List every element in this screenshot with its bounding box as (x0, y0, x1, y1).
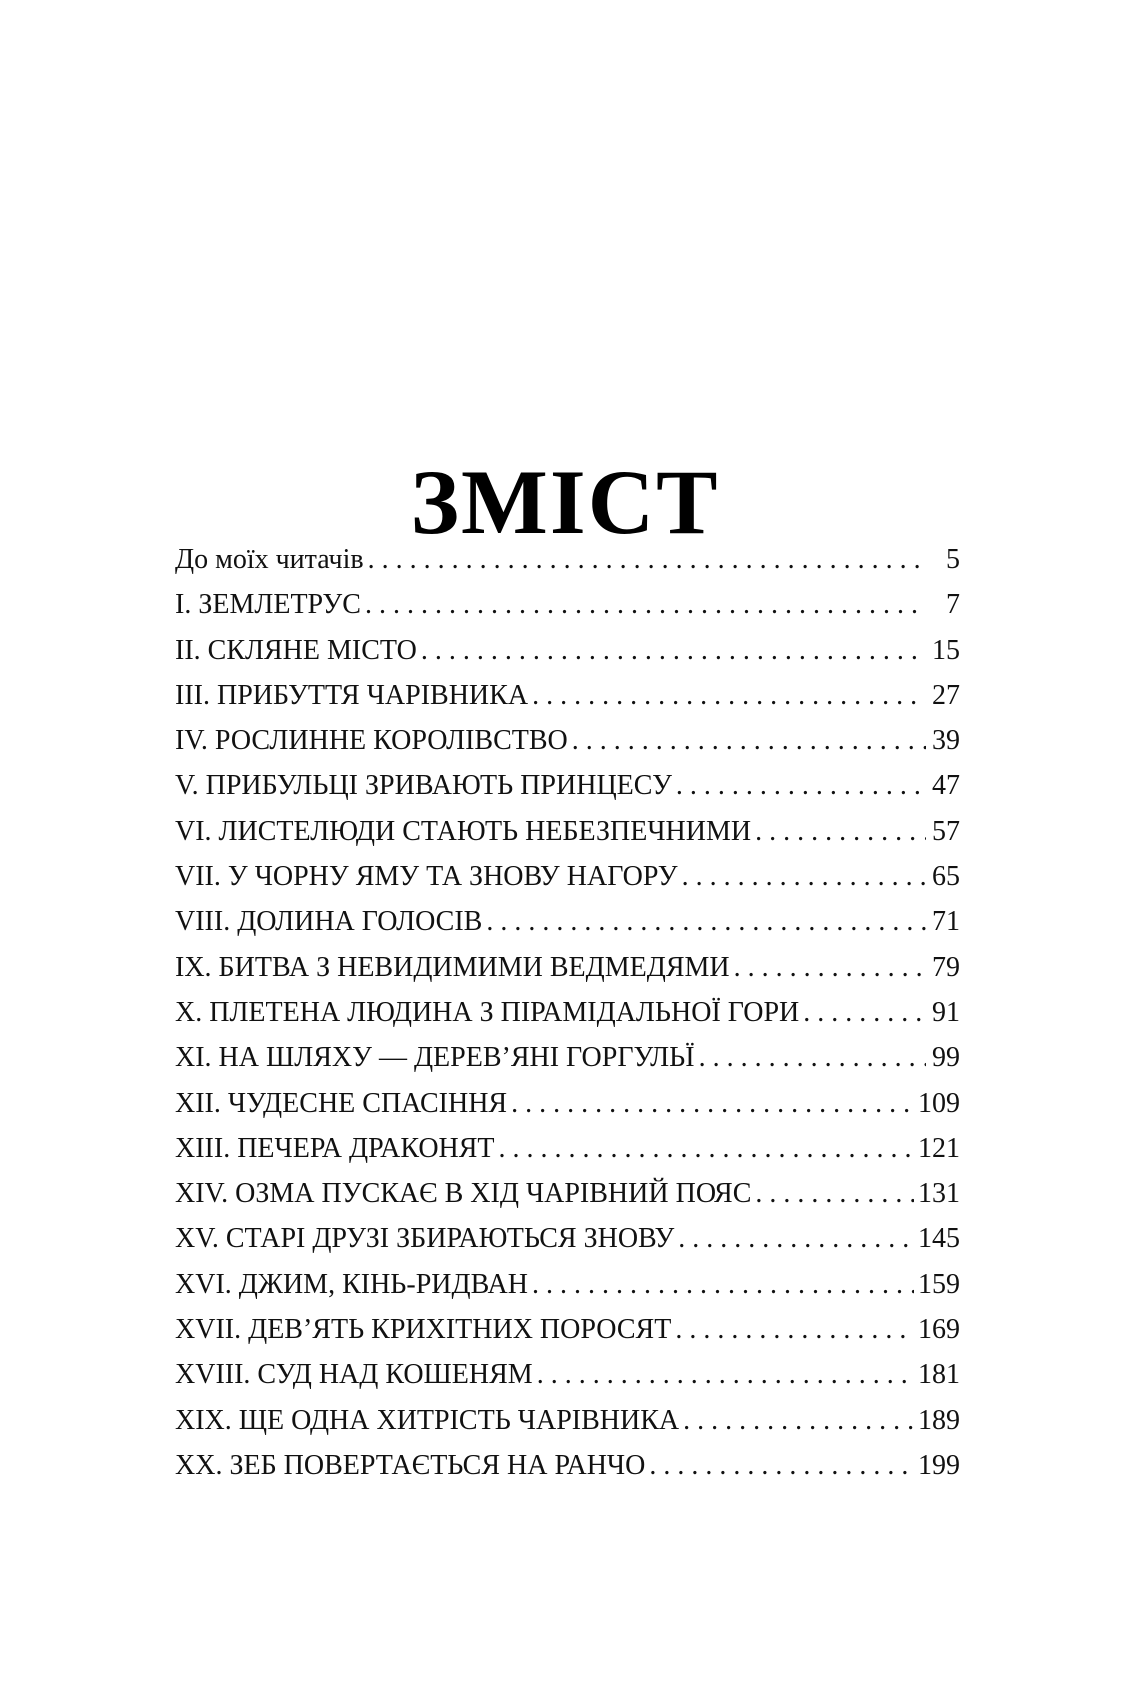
dot-leader (537, 1352, 914, 1397)
toc-entry-title: XVII. ДЕВ’ЯТЬ КРИХІТНИХ ПОРОСЯТ (175, 1314, 672, 1346)
toc-entry-title: X. ПЛЕТЕНА ЛЮДИНА З ПІРАМІДАЛЬНОЇ ГОРИ (175, 996, 800, 1028)
toc-entry-title: XIII. ПЕЧЕРА ДРАКОНЯТ (175, 1132, 495, 1164)
toc-entry (175, 854, 960, 899)
toc-entry-title: До моїх читачів (175, 544, 364, 575)
dot-leader (675, 1307, 914, 1352)
toc-entry-page: 121 (918, 1132, 960, 1164)
toc-entry (175, 990, 960, 1035)
toc-entry (175, 899, 960, 944)
dot-leader (499, 1126, 914, 1171)
toc-entry (175, 1262, 960, 1307)
toc-entry-page: 5 (946, 544, 960, 575)
toc-entry (175, 718, 960, 763)
toc-entry-page: 7 (946, 589, 960, 621)
toc-entry-page: 189 (918, 1404, 960, 1436)
toc-entry-title: XV. СТАРІ ДРУЗІ ЗБИРАЮТЬСЯ ЗНОВУ (175, 1223, 675, 1255)
table-of-contents (175, 537, 960, 1488)
toc-entry-title: XII. ЧУДЕСНЕ СПАСІННЯ (175, 1087, 508, 1119)
toc-entry (175, 1035, 960, 1080)
toc-entry-page: 15 (932, 634, 960, 666)
toc-entry-page: 159 (918, 1268, 960, 1300)
dot-leader (365, 582, 926, 627)
dot-leader (572, 718, 926, 763)
toc-entry (175, 537, 960, 582)
toc-entry-page: 145 (918, 1223, 960, 1255)
toc-entry-title: XIV. ОЗМА ПУСКАЄ В ХІД ЧАРІВНИЙ ПОЯС (175, 1178, 752, 1210)
toc-entry-page: 71 (932, 906, 960, 938)
toc-entry-title: VI. ЛИСТЕЛЮДИ СТАЮТЬ НЕБЕЗПЕЧНИМИ (175, 815, 752, 847)
dot-leader (683, 1398, 914, 1443)
toc-entry (175, 673, 960, 718)
toc-entry-title: VIII. ДОЛИНА ГОЛОСІВ (175, 906, 483, 938)
toc-entry-page: 79 (932, 951, 960, 983)
toc-entry-title: VII. У ЧОРНУ ЯМУ ТА ЗНОВУ НАГОРУ (175, 861, 678, 893)
dot-leader (699, 1035, 926, 1080)
toc-entry-page: 27 (932, 679, 960, 711)
dot-leader (532, 1262, 914, 1307)
dot-leader (755, 809, 926, 854)
toc-entry-page: 131 (918, 1178, 960, 1210)
toc-entry-title: I. ЗЕМЛЕТРУС (175, 589, 361, 621)
toc-entry (175, 1443, 960, 1488)
toc-entry-page: 109 (918, 1087, 960, 1119)
toc-entry (175, 1171, 960, 1216)
toc-entry (175, 1081, 960, 1126)
dot-leader (682, 854, 926, 899)
toc-entry (175, 809, 960, 854)
toc-entry (175, 628, 960, 673)
toc-entry-page: 169 (918, 1314, 960, 1346)
toc-entry-title: IX. БИТВА З НЕВИДИМИМИ ВЕДМЕДЯМИ (175, 951, 730, 983)
toc-entry-title: II. СКЛЯНЕ МІСТО (175, 634, 417, 666)
dot-leader (755, 1171, 914, 1216)
dot-leader (511, 1081, 914, 1126)
toc-entry-title: III. ПРИБУТТЯ ЧАРІВНИКА (175, 679, 529, 711)
page-title: ЗМІСТ (410, 450, 720, 553)
dot-leader (803, 990, 926, 1035)
toc-entry-title: V. ПРИБУЛЬЦІ ЗРИВАЮТЬ ПРИНЦЕСУ (175, 770, 672, 802)
toc-entry (175, 1126, 960, 1171)
toc-entry (175, 945, 960, 990)
toc-entry-title: XVIII. СУД НАД КОШЕНЯМ (175, 1359, 533, 1391)
toc-entry-page: 57 (932, 815, 960, 847)
toc-entry-title: XX. ЗЕБ ПОВЕРТАЄТЬСЯ НА РАНЧО (175, 1449, 646, 1481)
dot-leader (421, 628, 926, 673)
toc-entry-title: IV. РОСЛИННЕ КОРОЛІВСТВО (175, 725, 568, 757)
toc-entry (175, 582, 960, 627)
dot-leader (678, 1216, 914, 1261)
dot-leader (676, 763, 926, 808)
dot-leader (649, 1443, 914, 1488)
toc-entry (175, 1352, 960, 1397)
toc-entry (175, 763, 960, 808)
toc-entry-page: 181 (918, 1359, 960, 1391)
dot-leader (734, 945, 926, 990)
toc-entry-page: 65 (932, 861, 960, 893)
dot-leader (368, 537, 926, 582)
dot-leader (486, 899, 926, 944)
toc-entry (175, 1398, 960, 1443)
toc-entry-page: 39 (932, 725, 960, 757)
toc-entry (175, 1216, 960, 1261)
toc-entry-title: XIX. ЩЕ ОДНА ХИТРІСТЬ ЧАРІВНИКА (175, 1404, 680, 1436)
toc-entry-page: 47 (932, 770, 960, 802)
toc-entry (175, 1307, 960, 1352)
toc-entry-title: XI. НА ШЛЯХУ — ДЕРЕВ’ЯНІ ГОРГУЛЬЇ (175, 1042, 695, 1074)
toc-entry-page: 199 (918, 1449, 960, 1481)
toc-entry-title: XVI. ДЖИМ, КІНЬ-РИДВАН (175, 1268, 528, 1300)
toc-entry-page: 91 (932, 996, 960, 1028)
toc-entry-page: 99 (932, 1042, 960, 1074)
dot-leader (532, 673, 926, 718)
